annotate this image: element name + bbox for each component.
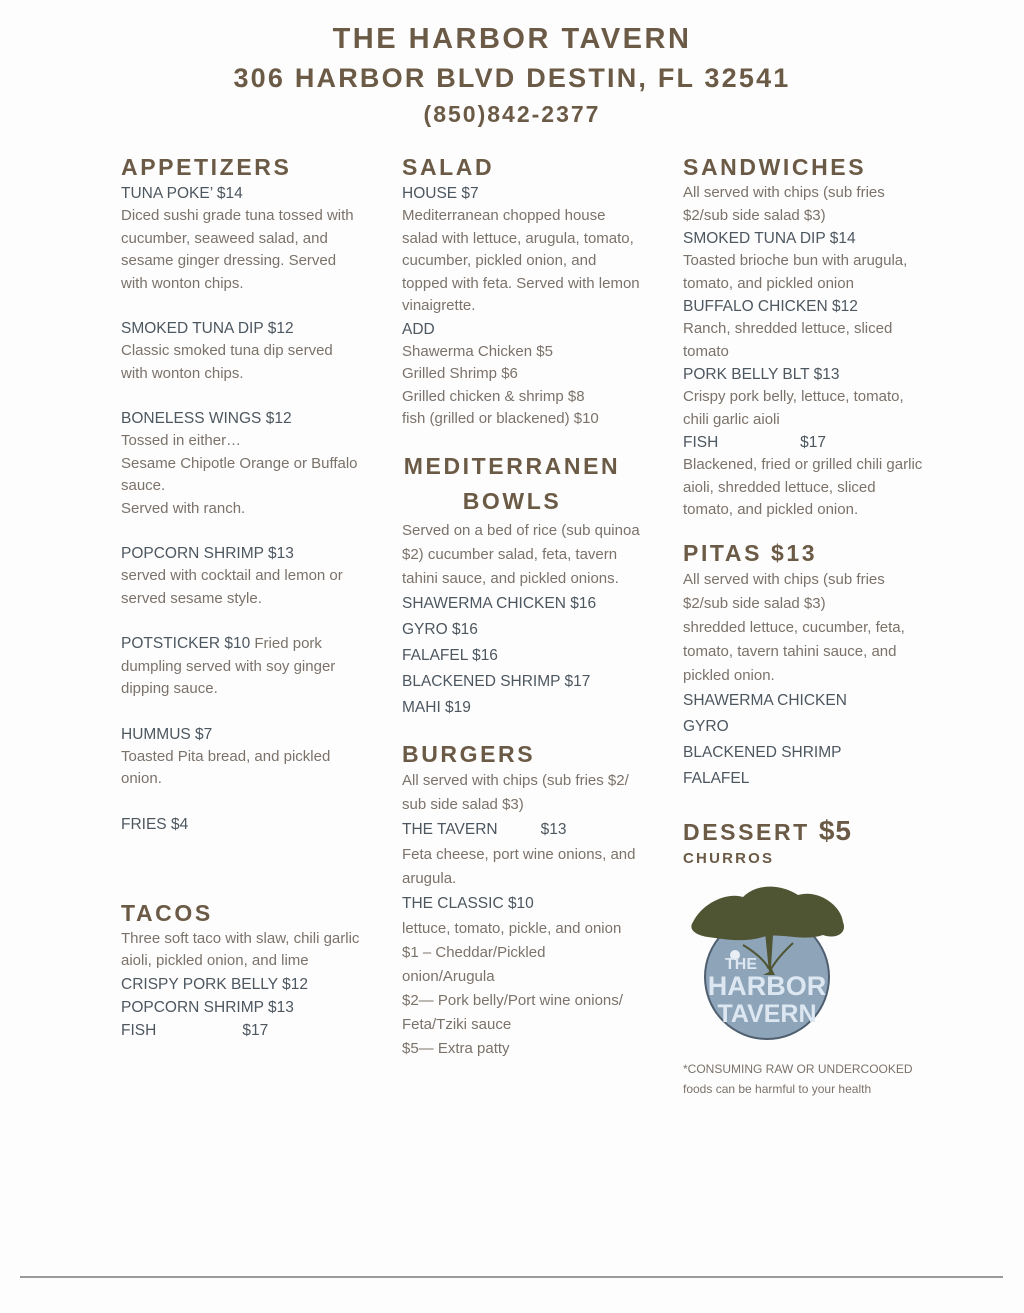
menu-item-desc: served with cocktail and lemon or served sesame style. — [121, 567, 343, 607]
dessert-item: CHURROS — [683, 849, 775, 867]
menu-item-name: TUNA POKE’ $14 — [121, 185, 243, 202]
menu-item-name: THE CLASSIC $10 — [402, 894, 534, 912]
menu-item-name: HUMMUS $7 — [121, 725, 213, 743]
menu-item-desc: Fried pork dumpling served with soy ginger dipping sauce. — [121, 635, 336, 697]
section-title-appetizers: APPETIZERS — [121, 154, 292, 180]
restaurant-name: THE HARBOR TAVERN — [332, 23, 692, 55]
burger-addon: $2— Pork belly/Port wine onions/ Feta/Tziki sauce — [402, 991, 623, 1033]
menu-item-name: FRIES $4 — [121, 815, 189, 833]
menu-item-name: GYRO — [683, 717, 729, 735]
burger-addon: $1 – Cheddar/Pickled onion/Arugula — [402, 943, 546, 985]
menu-item-desc: Mediterranean chopped house salad with lettuce, arugula, tomato, cucumber, pickled onion, and topped with feta. Served with lemon vinaigrette. — [402, 207, 640, 314]
section-title-dessert — [683, 816, 923, 847]
menu-item-desc: Ranch, shredded lettuce, sliced tomato — [683, 320, 893, 360]
harbor-tavern-logo-icon — [683, 877, 848, 1042]
menu-item-name: SMOKED TUNA DIP $12 — [121, 320, 294, 337]
salad-add-option: fish (grilled or blackened) $10 — [402, 410, 599, 427]
section-title-burgers: BURGERS — [402, 740, 536, 767]
menu-item-name: FISH $17 — [121, 1021, 269, 1039]
salad-add-option: Shawerma Chicken $5 — [402, 342, 553, 360]
menu-item-desc: Tossed in either… — [121, 432, 242, 449]
menu-item-desc: lettuce, tomato, pickle, and onion — [402, 919, 622, 937]
bottom-divider — [20, 1276, 1003, 1278]
menu-item-desc: Toasted Pita bread, and pickled onion. — [121, 747, 331, 787]
salad-add-option: Grilled Shrimp $6 — [402, 365, 518, 382]
menu-item-desc: Classic smoked tuna dip served with wonton chips. — [121, 342, 333, 382]
menu-item-name: POPCORN SHRIMP $13 — [121, 545, 294, 562]
menu-item-desc: Crispy pork belly, lettuce, tomato, chili garlic aioli — [683, 388, 904, 428]
menu-item-name: THE TAVERN $13 — [402, 820, 567, 838]
menu-item-name: MAHI $19 — [402, 698, 471, 716]
section-title-tacos: TACOS — [121, 899, 213, 926]
menu-item-name: BONELESS WINGS $12 — [121, 410, 292, 427]
section-title-sandwiches: SANDWICHES — [683, 154, 867, 180]
section-title-bowls — [402, 449, 622, 519]
menu-item-desc: Blackened, fried or grilled chili garlic aioli, shredded lettuce, sliced tomato, and pickled onion. — [683, 456, 923, 518]
menu-item-name: CRISPY PORK BELLY $12 — [121, 975, 308, 993]
menu-item-name: HOUSE $7 — [402, 185, 479, 202]
svg-text:THE: THE — [725, 955, 757, 973]
menu-item-name: POPCORN SHRIMP $13 — [121, 998, 294, 1016]
menu-item-name: SHAWERMA CHICKEN — [683, 691, 847, 709]
menu-header — [0, 20, 1024, 130]
bowls-title-line2: BOWLS — [462, 487, 562, 514]
menu-item-name: FALAFEL — [683, 769, 750, 787]
dessert-title: DESSERT — [683, 818, 810, 845]
menu-item-desc: Diced sushi grade tuna tossed with cucumber, seaweed salad, and sesame ginger dressing. Served with wonton chips. — [121, 207, 354, 292]
menu-item-name: FALAFEL $16 — [402, 646, 498, 664]
menu-item-potsticker — [121, 632, 361, 701]
burgers-desc: All served with chips (sub fries $2/ sub side salad $3) — [402, 771, 629, 813]
dessert-price: $5 — [818, 814, 852, 846]
svg-text:TAVERN: TAVERN — [717, 999, 817, 1028]
menu-item-desc: Sesame Chipotle Orange or Buffalo sauce. — [121, 454, 358, 494]
menu-item-desc: Served with ranch. — [121, 499, 246, 517]
section-title-pitas: PITAS $13 — [683, 539, 818, 566]
menu-item-name: SHAWERMA CHICKEN $16 — [402, 594, 597, 612]
column-middle — [402, 152, 642, 1061]
menu-item-name: PORK BELLY BLT $13 — [683, 366, 840, 383]
raw-food-warning: *CONSUMING RAW OR UNDERCOOKED foods can be harmful to your health — [683, 1061, 913, 1096]
menu-item-name: FISH $17 — [683, 434, 826, 451]
restaurant-address: 306 HARBOR BLVD DESTIN, FL 32541 — [233, 63, 791, 93]
salad-add-option: Grilled chicken & shrimp $8 — [402, 387, 585, 405]
menu-item-name: GYRO $16 — [402, 620, 478, 638]
svg-text:HARBOR: HARBOR — [707, 970, 827, 1001]
column-right — [683, 152, 923, 1099]
menu-item-name: SMOKED TUNA DIP $14 — [683, 230, 856, 247]
salad-add-label: ADD — [402, 320, 435, 338]
section-title-salad: SALAD — [402, 154, 495, 180]
pitas-desc: All served with chips (sub fries $2/sub side salad $3) — [683, 570, 885, 612]
burger-addon: $5— Extra patty — [402, 1039, 510, 1057]
menu-item-name: BUFFALO CHICKEN $12 — [683, 298, 858, 315]
bowls-title-line1: MEDITERRANEN — [403, 452, 621, 479]
menu-item-name: BLACKENED SHRIMP — [683, 743, 842, 761]
menu-item-name: BLACKENED SHRIMP $17 — [402, 672, 591, 690]
sandwiches-desc: All served with chips (sub fries $2/sub side salad $3) — [683, 184, 885, 224]
bowls-desc: Served on a bed of rice (sub quinoa $2) cucumber salad, feta, tavern tahini sauce, and pickled onions. — [402, 521, 640, 587]
column-left — [121, 152, 361, 1042]
pitas-desc: shredded lettuce, cucumber, feta, tomato, tavern tahini sauce, and pickled onion. — [683, 618, 905, 684]
menu-item-name: POTSTICKER $10 — [121, 635, 251, 652]
menu-item-desc: Feta cheese, port wine onions, and arugula. — [402, 845, 636, 887]
restaurant-phone: (850)842-2377 — [423, 101, 601, 127]
tacos-desc: Three soft taco with slaw, chili garlic aioli, pickled onion, and lime — [121, 929, 360, 969]
menu-item-desc: Toasted brioche bun with arugula, tomato, and pickled onion — [683, 252, 908, 292]
